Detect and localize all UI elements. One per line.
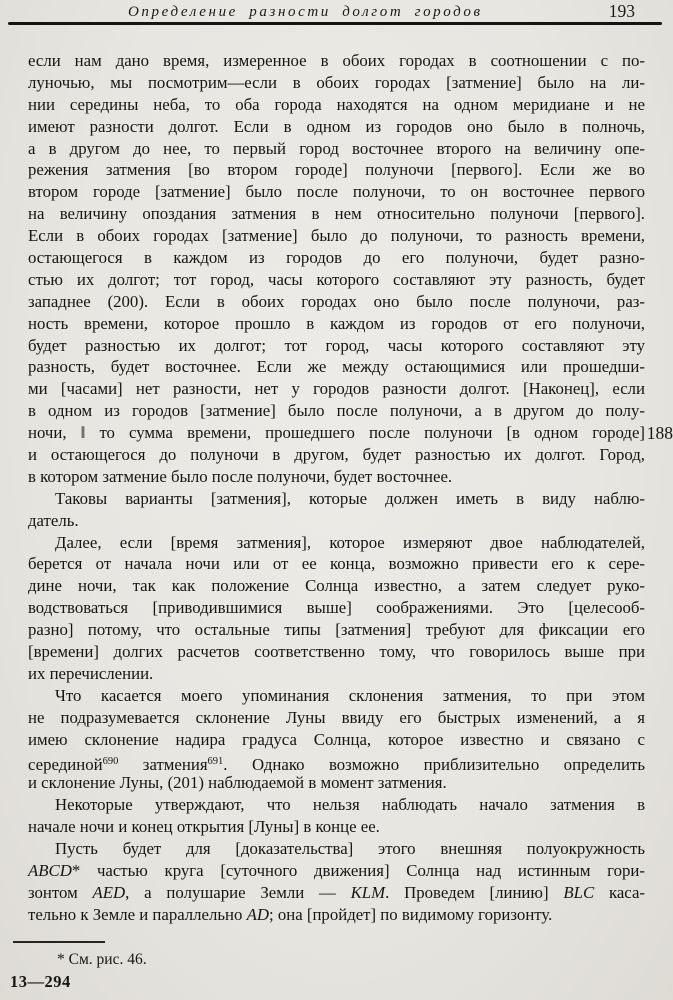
text-line	[28, 72, 645, 94]
text-line	[28, 466, 645, 488]
text-segment: Если в обоих городах [затмение] было до полуночи, то разность времени,	[28, 226, 645, 246]
text-line	[28, 816, 645, 838]
text-segment: на величину опоздания затмения в нем относительно полуночи [первого].	[28, 204, 645, 224]
text-line	[28, 378, 645, 400]
text-line	[28, 400, 645, 422]
text-line	[28, 247, 645, 269]
text-segment: остающегося в каждом из городов до его полуночи, будет разно-	[28, 248, 645, 268]
text-segment: водствоваться [приводившимися выше] соображениями. Это [целесооб-	[28, 598, 645, 618]
text-line	[28, 641, 645, 663]
text-line	[28, 356, 645, 378]
text-line	[28, 422, 673, 444]
text-line	[28, 488, 645, 510]
text-segment: западнее (200). Если в обоих городах оно было после полуночи, раз-	[28, 291, 645, 311]
text-line	[28, 181, 645, 203]
text-line	[28, 444, 645, 466]
text-line	[28, 50, 645, 72]
text-segment: и склонение Луны, (201) наблюдаемой в момент затмения.	[28, 773, 447, 793]
text-line	[28, 575, 645, 597]
text-segment: их перечислении.	[28, 663, 154, 683]
text-segment: нии середины неба, то оба города находятся на одном меридиане и не	[28, 94, 645, 114]
text-segment: . Однако возможно приблизительно определить	[223, 754, 645, 774]
footnote: * См. рис. 46.	[57, 951, 147, 968]
text-segment: Пусть будет для [доказательства] этого внешняя полуокружность	[55, 839, 645, 859]
text-line	[28, 772, 645, 794]
text-line	[28, 94, 645, 116]
text-segment: ность времени, которое прошло в каждом из городов от его полуночи,	[28, 313, 645, 333]
text-segment: втором городе [затмение] было после полуночи, то он восточнее первого	[28, 182, 645, 202]
text-segment: не подразумевается склонение Луны ввиду его быстрых изменений, а я	[28, 707, 645, 727]
text-segment: зонтом	[28, 882, 93, 902]
text-segment: дине ночи, так как положение Солнца известно, а затем следует руко-	[28, 576, 645, 596]
text-segment: BLC	[563, 882, 595, 902]
text-line	[28, 882, 645, 904]
footnote-reference: 691	[207, 755, 224, 767]
text-segment: тельно к Земле и параллельно	[28, 904, 247, 924]
text-line	[28, 904, 645, 926]
text-segment: берется от начала ночи или от ее конца, возможно привести его к сере-	[28, 554, 645, 574]
text-segment: [времени] долгих расчетов соответственно тому, что говорилось выше при	[28, 642, 645, 662]
text-line	[28, 532, 645, 554]
text-segment: * частью круга [суточного движения] Солнца над истинным гори-	[71, 860, 645, 880]
text-segment: а в другом до нее, то первый город восточнее второго на величину опе-	[28, 138, 645, 158]
text-segment: разно] потому, что остальные типы [затмения] требуют для фиксации его	[28, 620, 645, 640]
text-line	[28, 291, 645, 313]
text-segment: Что касается моего упоминания склонения затмения, то при этом	[55, 685, 645, 705]
print-signature: 13—294	[10, 972, 71, 991]
text-line	[28, 159, 645, 181]
text-segment: датель.	[28, 510, 79, 530]
text-segment: , а полушарие Земли —	[125, 882, 351, 902]
text-segment: серединой	[28, 754, 103, 774]
text-segment: ночи, ‖ то сумма времени, прошедшего после полуночи [в одном городе]	[28, 423, 645, 443]
text-segment: и остающегося до полуночи в другом, будет разностью их долгот. Город,	[28, 445, 645, 465]
text-line	[28, 203, 645, 225]
text-line	[28, 619, 645, 641]
text-line	[28, 335, 645, 357]
text-segment: имеют разности долгот. Если в одном из городов оно было в полночь,	[28, 116, 645, 136]
text-segment: каса-	[594, 882, 645, 902]
text-line	[28, 751, 645, 773]
text-segment: . Проведем [линию]	[385, 882, 564, 902]
text-segment: в одном из городов [затмение] было после полуночи, а в другом до полу-	[28, 401, 645, 421]
text-segment: режения затмения [во втором городе] полуночи [первого]. Если же во	[28, 160, 645, 180]
text-line	[28, 510, 645, 532]
text-segment: если нам дано время, измеренное в обоих городах в соотношении с по-	[28, 51, 645, 70]
text-segment: ми [часами] нет разности, нет у городов разности долгот. [Наконец], если	[28, 379, 645, 399]
text-segment: ; она [пройдет] по видимому горизонту.	[268, 904, 553, 924]
text-line	[28, 138, 645, 160]
text-line	[28, 116, 645, 138]
text-line	[28, 729, 645, 751]
text-segment: AD	[246, 904, 269, 924]
text-line	[28, 269, 645, 291]
text-segment: затмения	[118, 754, 208, 774]
text-line	[28, 553, 645, 575]
text-segment: начале ночи и конец открытия [Луны] в конце ее.	[28, 817, 380, 837]
text-segment: AED	[92, 882, 126, 902]
text-line	[28, 685, 645, 707]
text-segment: ABCD	[28, 860, 72, 880]
text-line	[28, 597, 645, 619]
text-segment: KLM	[350, 882, 386, 902]
text-segment: в котором затмение было после полуночи, будет восточнее.	[28, 466, 453, 486]
header-rule	[8, 22, 662, 25]
body-text	[28, 50, 673, 926]
running-header-title: Определение разности долгот городов	[128, 4, 483, 20]
text-segment: будет разностью их долгот; тот город, часы которого составляют эту	[28, 335, 645, 355]
text-segment: стью их долгот; тот город, часы которого составляют эту разность, будет	[28, 269, 645, 289]
page-number: 193	[608, 1, 635, 21]
text-line	[28, 794, 645, 816]
text-line	[28, 225, 645, 247]
text-segment: луночью, мы посмотрим—если в обоих городах [затмение] было на ли-	[28, 72, 645, 92]
margin-folio-number: 188	[646, 423, 673, 444]
text-segment: разность, будет восточнее. Если же между остающимися или прошедши-	[28, 357, 645, 377]
footnote-rule	[13, 941, 105, 943]
text-segment: Таковы варианты [затмения], которые должен иметь в виду наблю-	[55, 488, 645, 508]
footnote-reference: 690	[102, 755, 119, 767]
text-line	[28, 838, 645, 860]
text-line	[28, 663, 645, 685]
text-line	[28, 860, 645, 882]
text-segment: Некоторые утверждают, что нельзя наблюдать начало затмения в	[55, 795, 645, 815]
text-segment: имею склонение надира градуса Солнца, которое известно и связано с	[28, 729, 645, 749]
text-segment: Далее, если [время затмения], которое измеряют двое наблюдателей,	[55, 532, 645, 552]
text-line	[28, 313, 645, 335]
text-line	[28, 707, 645, 729]
